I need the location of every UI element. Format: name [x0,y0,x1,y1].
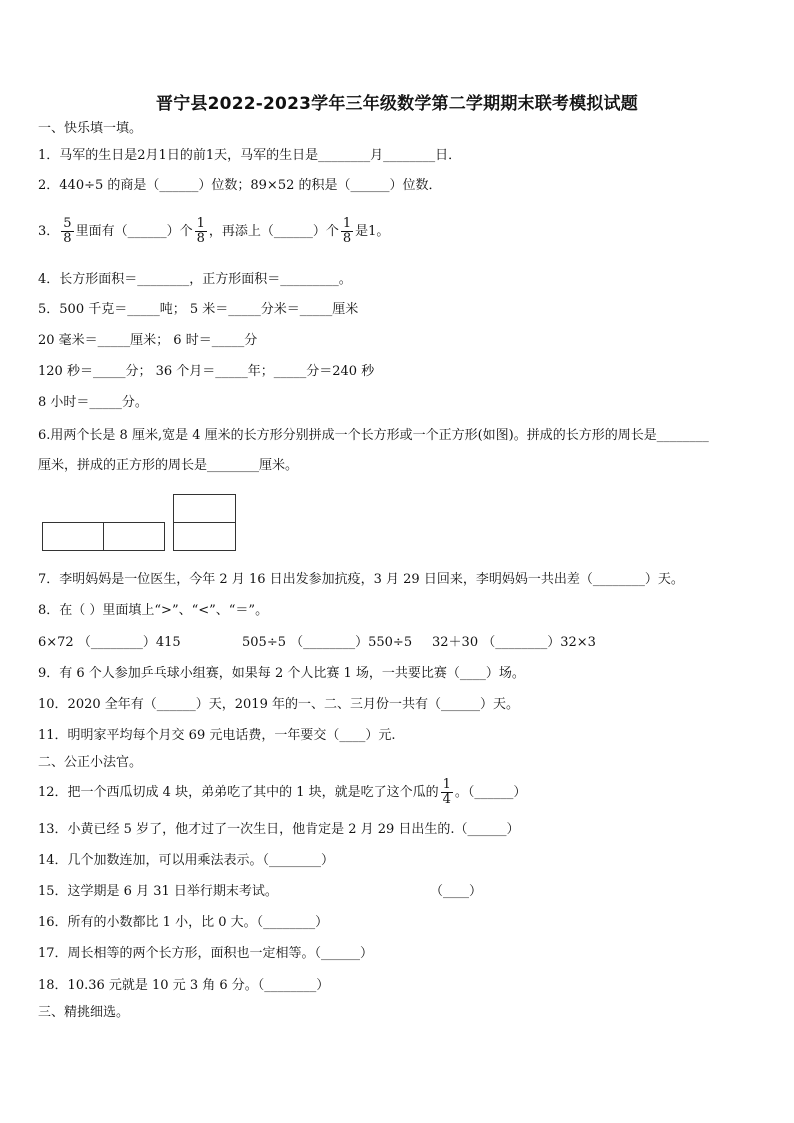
question-12-answer: 。（______） [454,785,527,800]
question-16: 16．所有的小数都比 1 小，比 0 大。（________） [38,915,329,930]
fraction-numerator: 1 [442,777,451,792]
question-2: 2．440÷5 的商是（______）位数；89×52 的积是（______）位数． [38,178,442,193]
combined-square-bottom [173,522,236,551]
fraction-5-8 [61,217,73,246]
question-15-answer: （____） [430,884,483,899]
question-14: 14．几个加数连加，可以用乘法表示。（________） [38,853,335,868]
question-5-line-4: 8 小时＝_____分。 [38,395,148,410]
combined-square-top [173,494,236,523]
fraction-denominator: 8 [196,231,205,246]
fraction-denominator: 8 [342,231,352,246]
question-5-line-1: 5．500 千克＝_____吨； 5 米＝_____分米＝_____厘米 [38,302,359,317]
question-8-compare-3: 32＋30 （________）32×3 [432,635,596,650]
question-1: 1．马军的生日是2月1日的前1天，马军的生日是________月________日． [38,148,462,163]
question-11: 11．明明家平均每个月交 69 元电话费，一年要交（____）元. [38,728,396,743]
question-3-text-3: 是1。 [355,224,390,239]
question-6-line-2: 厘米，拼成的正方形的周长是________厘米。 [38,458,299,473]
question-3 [38,215,389,249]
question-4: 4．长方形面积＝________，正方形面积＝_________。 [38,272,352,287]
fraction-numerator: 1 [342,216,352,231]
fraction-denominator: 8 [63,231,72,246]
fraction-1-8-a [195,217,207,246]
section-heading-3: 三、精挑细选。 [38,1005,130,1020]
question-3-text-1: 里面有（______）个 [75,224,193,239]
question-8-compare-2: 505÷5 （________）550÷5 [242,635,413,650]
question-3-number: 3． [38,224,60,239]
question-9: 9．有 6 个人参加乒乓球小组赛，如果每 2 个人比赛 1 场，一共要比赛（____）场。 [38,666,525,681]
fraction-1-4 [441,778,453,807]
question-5-line-3: 120 秒＝_____分； 36 个月＝_____年；_____分＝240 秒 [38,364,375,379]
question-12-text: 12．把一个西瓜切成 4 块，弟弟吃了其中的 1 块，就是吃了这个瓜的 [38,785,439,800]
question-5-line-2: 20 毫米＝_____厘米； 6 时＝_____分 [38,333,258,348]
question-12 [38,776,526,810]
question-10: 10．2020 全年有（______）天，2019 年的一、二、三月份一共有（______）天。 [38,697,519,712]
question-6-line-1: 6.用两个长是 8 厘米,宽是 4 厘米的长方形分别拼成一个长方形或一个正方形(如图)。拼成的长方形的周长是________ [38,428,709,443]
question-8-compare-1: 6×72 （________）415 [38,635,181,650]
rectangle-figure [42,494,237,552]
fraction-1-8-b [341,217,353,246]
combined-rectangle-left [42,522,104,551]
question-8-line-1: 8．在（ ）里面填上“>”、“<”、“＝”。 [38,603,269,618]
question-17: 17．周长相等的两个长方形，面积也一定相等。（______） [38,946,374,961]
question-15: 15．这学期是 6 月 31 日举行期末考试。 [38,884,278,899]
fraction-denominator: 4 [442,792,451,807]
question-7: 7．李明妈妈是一位医生，今年 2 月 16 日出发参加抗疫，3 月 29 日回来，李明妈妈一共出差（________）天。 [38,572,684,587]
section-heading-2: 二、公正小法官。 [38,755,143,770]
page-title: 晋宁县2022-2023学年三年级数学第二学期期末联考模拟试题 [156,94,638,114]
fraction-numerator: 1 [196,216,205,231]
question-3-text-2: ，再添上（______）个 [208,224,339,239]
section-heading-1: 一、快乐填一填。 [38,121,143,136]
question-18: 18．10.36 元就是 10 元 3 角 6 分。（________） [38,978,330,993]
combined-rectangle-right [103,522,165,551]
question-13: 13．小黄已经 5 岁了，他才过了一次生日，他肯定是 2 月 29 日出生的.（______） [38,822,520,837]
fraction-numerator: 5 [63,216,72,231]
